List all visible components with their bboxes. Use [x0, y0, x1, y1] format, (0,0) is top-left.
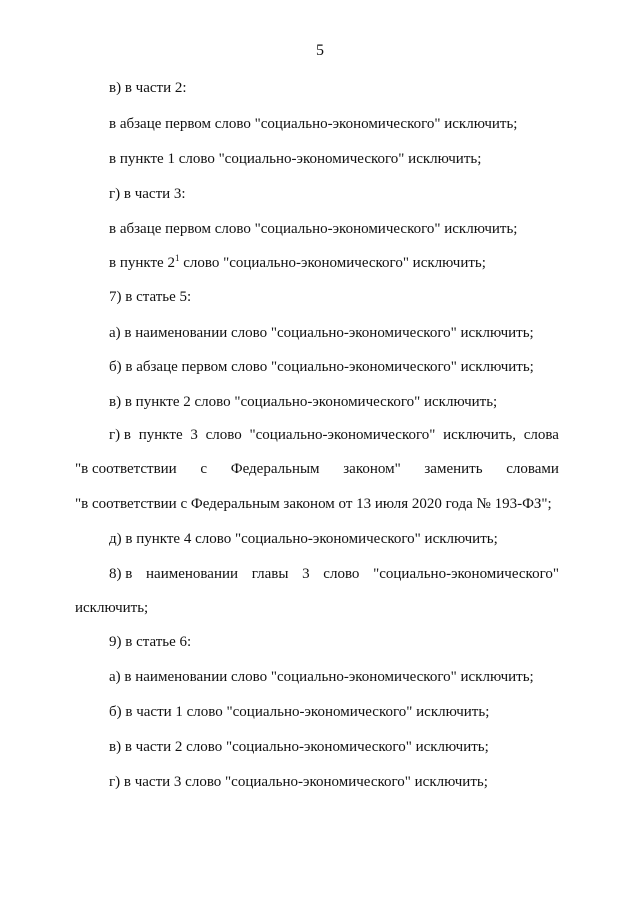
justified-line	[75, 460, 559, 478]
text-line: в) в пункте 2 слово "социально-экономического" исключить;	[109, 394, 498, 410]
word: заменить	[424, 461, 483, 477]
word: слова	[523, 427, 559, 443]
word: 3	[190, 427, 198, 443]
text-line: г) в части 3:	[109, 186, 186, 202]
text-line: а) в наименовании слово "социально-экономического" исключить;	[109, 669, 534, 685]
justified-line	[109, 565, 559, 583]
word: слово	[205, 427, 242, 443]
word: 8) в	[109, 566, 133, 582]
text-line: г) в части 3 слово "социально-экономического" исключить;	[109, 774, 488, 790]
text-line: 9) в статье 6:	[109, 634, 192, 650]
text-line: д) в пункте 4 слово "социально-экономического" исключить;	[109, 531, 498, 547]
word: 3	[302, 566, 310, 582]
page-number: 5	[316, 42, 324, 59]
word: наименовании	[146, 566, 239, 582]
text-line: в пункте 1 слово "социально-экономического" исключить;	[109, 151, 482, 167]
text-line: в) в части 2:	[109, 80, 187, 96]
text-line	[109, 254, 486, 272]
text-fragment: слово "социально-экономического" исключить;	[179, 255, 486, 271]
word: Федеральным	[230, 461, 320, 477]
word: словами	[506, 461, 559, 477]
text-line: а) в наименовании слово "социально-экономического" исключить;	[109, 325, 534, 341]
word: "социально-экономического"	[249, 427, 436, 443]
word: пункте	[138, 427, 183, 443]
word: законом"	[343, 461, 401, 477]
text-fragment: в пункте 2	[109, 255, 175, 271]
text-line: исключить;	[75, 600, 149, 616]
superscript: 1	[174, 253, 180, 263]
text-line: в абзаце первом слово "социально-экономического" исключить;	[109, 221, 518, 237]
text-line: б) в части 1 слово "социально-экономического" исключить;	[109, 704, 490, 720]
word: главы	[251, 566, 289, 582]
text-line: в абзаце первом слово "социально-экономического" исключить;	[109, 116, 518, 132]
text-line: в) в части 2 слово "социально-экономического" исключить;	[109, 739, 489, 755]
word: г) в	[109, 427, 131, 443]
justified-line	[109, 426, 559, 444]
word: слово	[323, 566, 360, 582]
word: с	[200, 461, 208, 477]
text-line: б) в абзаце первом слово "социально-экономического" исключить;	[109, 359, 534, 375]
word: "в соответствии	[75, 461, 177, 477]
word: "социально-экономического"	[373, 566, 559, 582]
text-line: "в соответствии с Федеральным законом от 13 июля 2020 года № 193-ФЗ";	[75, 496, 552, 512]
word: исключить,	[443, 427, 516, 443]
text-line: 7) в статье 5:	[109, 289, 192, 305]
